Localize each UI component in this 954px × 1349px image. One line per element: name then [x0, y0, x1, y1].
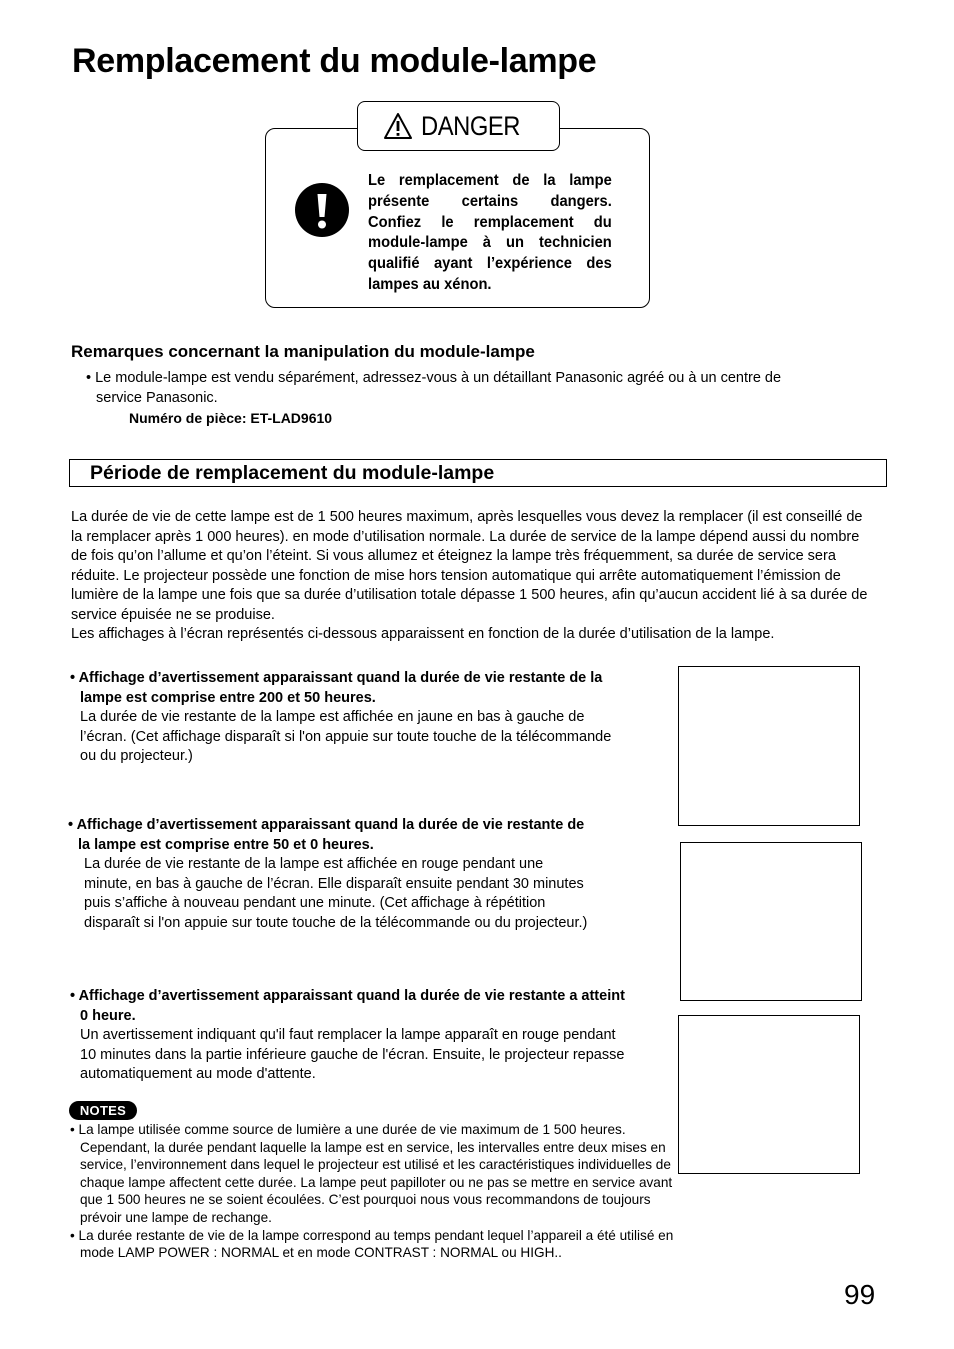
warning-item-2-heading: • Affichage d’avertissement apparaissant quand la durée de vie restante de la lampe est comprise entre 50 et 0 heures. [68, 817, 585, 853]
warning-item-1-body: La durée de vie restante de la lampe est affichée en jaune en bas à gauche de l’écran. (Cet affichage disparaît si l'on appuie sur toute touche de la télécommande ou du projecteur.) [80, 709, 612, 764]
warning-triangle-icon [383, 112, 413, 140]
note-item-1: • La lampe utilisée comme source de lumière a une durée de vie maximum de 1 500 heures. Cependant, la durée pendant laquelle la lampe est en service, les intervalles entre deux mises en service, l’environnement dans lequel le projecteur est utilisé et les caractéristiques individuelles de chaque lampe affectent cette durée. La lampe peut papilloter ou ne pas se mettre en service avant que 1 500 heures ne se soient écoulées. C’est pourquoi nous vous recommandons de toujours prévoir une lampe de rechange. [70, 1122, 673, 1225]
handling-heading: Remarques concernant la manipulation du module-lampe [71, 342, 535, 361]
notes-list [70, 1121, 680, 1262]
warning-item-3-heading: • Affichage d’avertissement apparaissant quand la durée de vie restante a atteint 0 heure. [70, 988, 625, 1024]
screen-display-2 [680, 842, 862, 1001]
page-number: 99 [844, 1279, 876, 1310]
warning-item-3 [70, 987, 625, 1085]
warning-item-1-heading: • Affichage d’avertissement apparaissant quand la durée de vie restante de la lampe est comprise entre 200 et 50 heures. [70, 670, 603, 706]
danger-text: Le remplacement de la lampe présente certains dangers. Confiez le remplacement du module-lampe à un technicien qualifié ayant l’expérience des lampes au xénon. [368, 172, 612, 293]
section-title: Période de remplacement du module-lampe [90, 462, 495, 484]
warning-item-3-body: Un avertissement indiquant qu'il faut remplacer la lampe apparaît en rouge pendant 10 minutes dans la partie inférieure gauche de l'écran. Ensuite, le projecteur repasse automatiquement au mode d'attente. [80, 1027, 625, 1082]
note-item-2: • La durée restante de vie de la lampe correspond au temps pendant lequel l’appareil a été utilisé en mode LAMP POWER : NORMAL et en mode CONTRAST : NORMAL ou HIGH.. [70, 1227, 674, 1261]
warning-item-1 [70, 669, 625, 767]
exclamation-icon [295, 183, 349, 237]
warning-item-2-body: La durée de vie restante de la lampe est affichée en rouge pendant une minute, en bas à gauche de l’écran. Elle disparaît ensuite pendant 30 minutes puis s’affiche à nouveau pendant une minute. (Cet affichage à répétition disparaît si l'on appuie sur toute touche de la télécommande ou du projecteur.) [84, 856, 588, 931]
part-number: Numéro de pièce: ET-LAD9610 [129, 410, 333, 426]
intro-paragraph [71, 508, 871, 645]
page-title: Remplacement du module-lampe [72, 42, 597, 80]
intro-text-1: La durée de vie de cette lampe est de 1 500 heures maximum, après lesquelles vous devez la remplacer (il est conseillé de la remplacer après 1 000 heures). en mode d’utilisation normale. La durée de service de la lampe dépend aussi du nombre de fois qu’on l’allume et qu’on l’éteint. Si vous allumez et éteignez la lampe très fréquemment, sa durée de service sera réduite. Le projecteur possède une fonction de mise hors tension automatique qui arrête automatiquement l’émission de lumière de la lampe une fois que sa durée d’utilisation totale dépasse 1 500 heures, afin qu’aucun accident lié à sa durée de service épuisée ne se produise. [71, 509, 868, 623]
screen-display-3 [678, 1015, 860, 1174]
warning-item-2 [68, 816, 593, 933]
screen-display-1 [678, 666, 860, 826]
danger-label: DANGER [421, 110, 521, 141]
intro-text-2: Les affichages à l’écran représentés ci-dessous apparaissent en fonction de la durée d’utilisation de la lampe. [71, 626, 775, 642]
handling-bullet: • Le module-lampe est vendu séparément, adressez-vous à un détaillant Panasonic agréé ou à un centre de service Panasonic. [86, 370, 782, 406]
danger-header [357, 101, 560, 151]
notes-badge: NOTES [69, 1101, 137, 1120]
